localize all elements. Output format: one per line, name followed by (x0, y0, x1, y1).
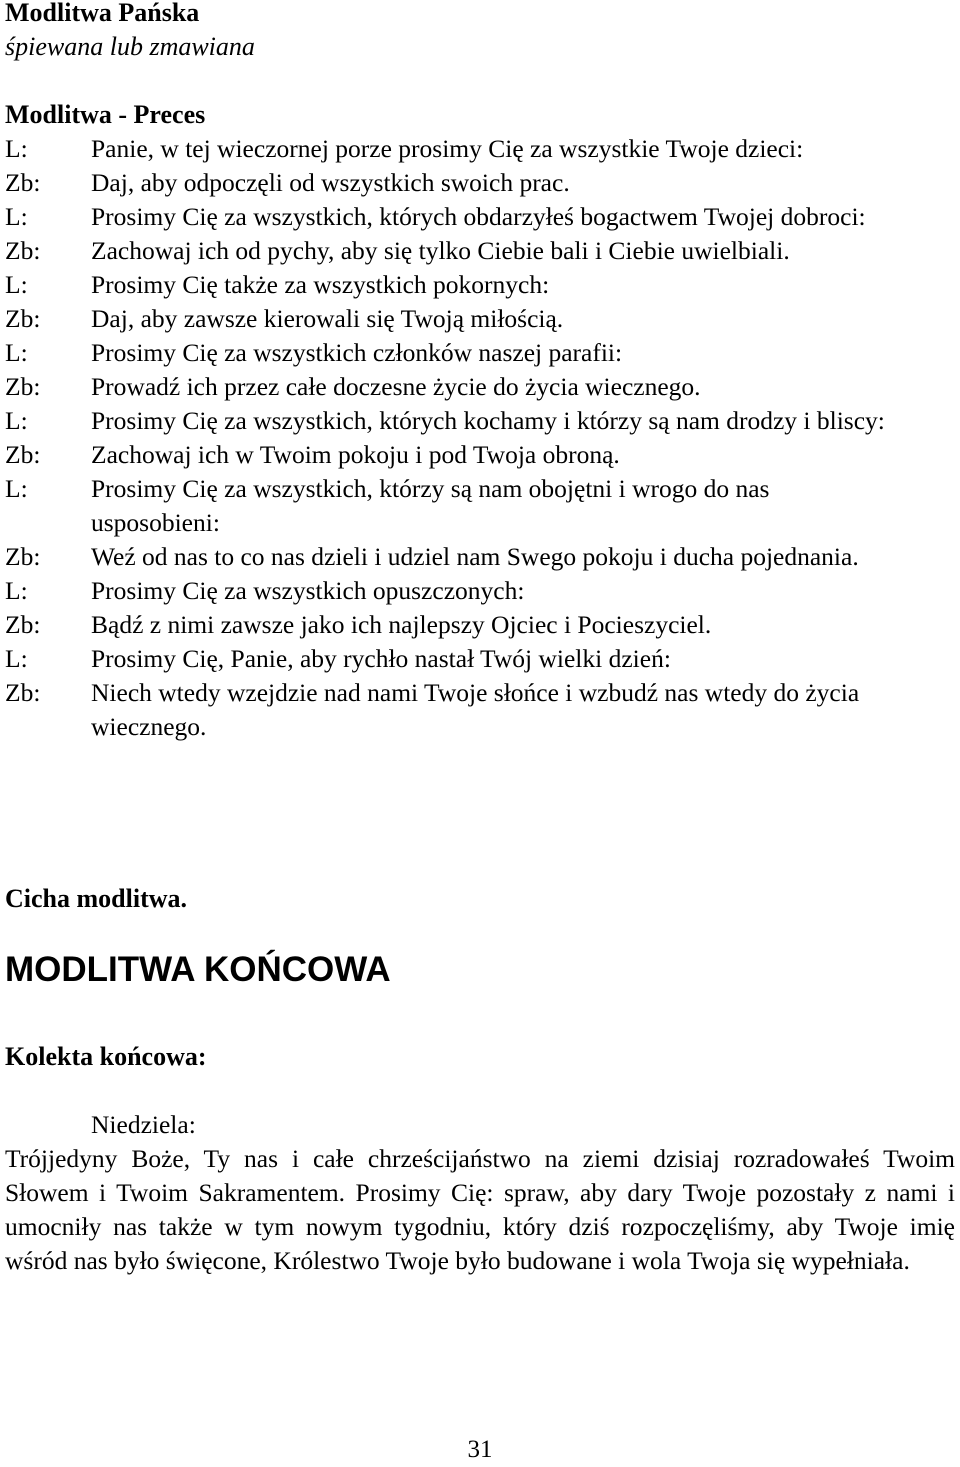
page-number: 31 (467, 1436, 493, 1463)
speaker-label: L: (5, 270, 28, 299)
preces-line (5, 574, 955, 608)
line-text: Prosimy Cię, Panie, aby rychło nastał Twój wielki dzień: (91, 644, 671, 673)
preces-line (5, 540, 955, 574)
prayer-title: Modlitwa Pańska (5, 0, 200, 27)
speaker-label: Zb: (5, 168, 41, 197)
preces-line (5, 676, 955, 744)
speaker-label: Zb: (5, 372, 41, 401)
preces-line (5, 370, 955, 404)
line-text: Prosimy Cię za wszystkich, którzy są nam obojętni i wrogo do nas usposobieni: (91, 474, 770, 537)
preces-line (5, 642, 955, 676)
preces-line (5, 234, 955, 268)
line-text: Niech wtedy wzejdzie nad nami Twoje słońce i wzbudź nas wtedy do życia wiecznego. (91, 678, 860, 741)
speaker-label: L: (5, 134, 28, 163)
preces-line (5, 404, 955, 438)
speaker-label: L: (5, 338, 28, 367)
line-text: Weź od nas to co nas dzieli i udziel nam Swego pokoju i ducha pojednania. (91, 542, 859, 571)
speaker-label: L: (5, 202, 28, 231)
speaker-label: Zb: (5, 542, 41, 571)
line-text: Prowadź ich przez całe doczesne życie do życia wiecznego. (91, 372, 701, 401)
speaker-label: Zb: (5, 304, 41, 333)
speaker-label: Zb: (5, 678, 41, 707)
preces-line (5, 472, 955, 540)
line-text: Bądź z nimi zawsze jako ich najlepszy Ojciec i Pocieszyciel. (91, 610, 712, 639)
speaker-label: Zb: (5, 610, 41, 639)
prayer-subtitle: śpiewana lub zmawiana (5, 32, 255, 61)
line-text: Panie, w tej wieczornej porze prosimy Cię za wszystkie Twoje dzieci: (91, 134, 804, 163)
speaker-label: L: (5, 644, 28, 673)
closing-prayer-heading: MODLITWA KOŃCOWA (5, 950, 391, 989)
preces-line (5, 166, 955, 200)
speaker-label: L: (5, 474, 28, 503)
line-text: Prosimy Cię za wszystkich opuszczonych: (91, 576, 525, 605)
line-text: Prosimy Cię za wszystkich członków naszej parafii: (91, 338, 623, 367)
speaker-label: Zb: (5, 440, 41, 469)
speaker-label: L: (5, 576, 28, 605)
speaker-label: Zb: (5, 236, 41, 265)
collect-text: Trójjedyny Boże, Ty nas i całe chrześcijaństwo na ziemi dzisiaj rozradowałeś Twoim Słowem i Twoim Sakramentem. Prosimy Cię: spraw, aby dary Twoje pozostały z nami i umocniły nas także w tym nowym tygodniu, który dziś rozpoczęliśmy, aby Twoje imię wśród nas było święcone, Królestwo Twoje było budowane i wola Twoja się wypełniała. (5, 1144, 955, 1275)
preces-line (5, 268, 955, 302)
line-text: Prosimy Cię za wszystkich, których obdarzyłeś bogactwem Twojej dobroci: (91, 202, 866, 231)
silent-prayer-note: Cicha modlitwa. (5, 884, 187, 913)
preces-line (5, 336, 955, 370)
collect-title: Kolekta końcowa: (5, 1042, 207, 1071)
day-label: Niedziela: (91, 1110, 196, 1139)
line-text: Zachowaj ich w Twoim pokoju i pod Twoja obroną. (91, 440, 620, 469)
line-text: Daj, aby odpoczęli od wszystkich swoich prac. (91, 168, 570, 197)
preces-line (5, 302, 955, 336)
preces-line (5, 200, 955, 234)
line-text: Prosimy Cię także za wszystkich pokornych: (91, 270, 550, 299)
line-text: Zachowaj ich od pychy, aby się tylko Ciebie bali i Ciebie uwielbiali. (91, 236, 790, 265)
preces-line (5, 132, 955, 166)
line-text: Prosimy Cię za wszystkich, których kochamy i którzy są nam drodzy i bliscy: (91, 406, 885, 435)
speaker-label: L: (5, 406, 28, 435)
preces-line (5, 608, 955, 642)
preces-list (5, 132, 955, 744)
line-text: Daj, aby zawsze kierowali się Twoją miłością. (91, 304, 564, 333)
preces-title: Modlitwa - Preces (5, 100, 206, 129)
preces-line (5, 438, 955, 472)
